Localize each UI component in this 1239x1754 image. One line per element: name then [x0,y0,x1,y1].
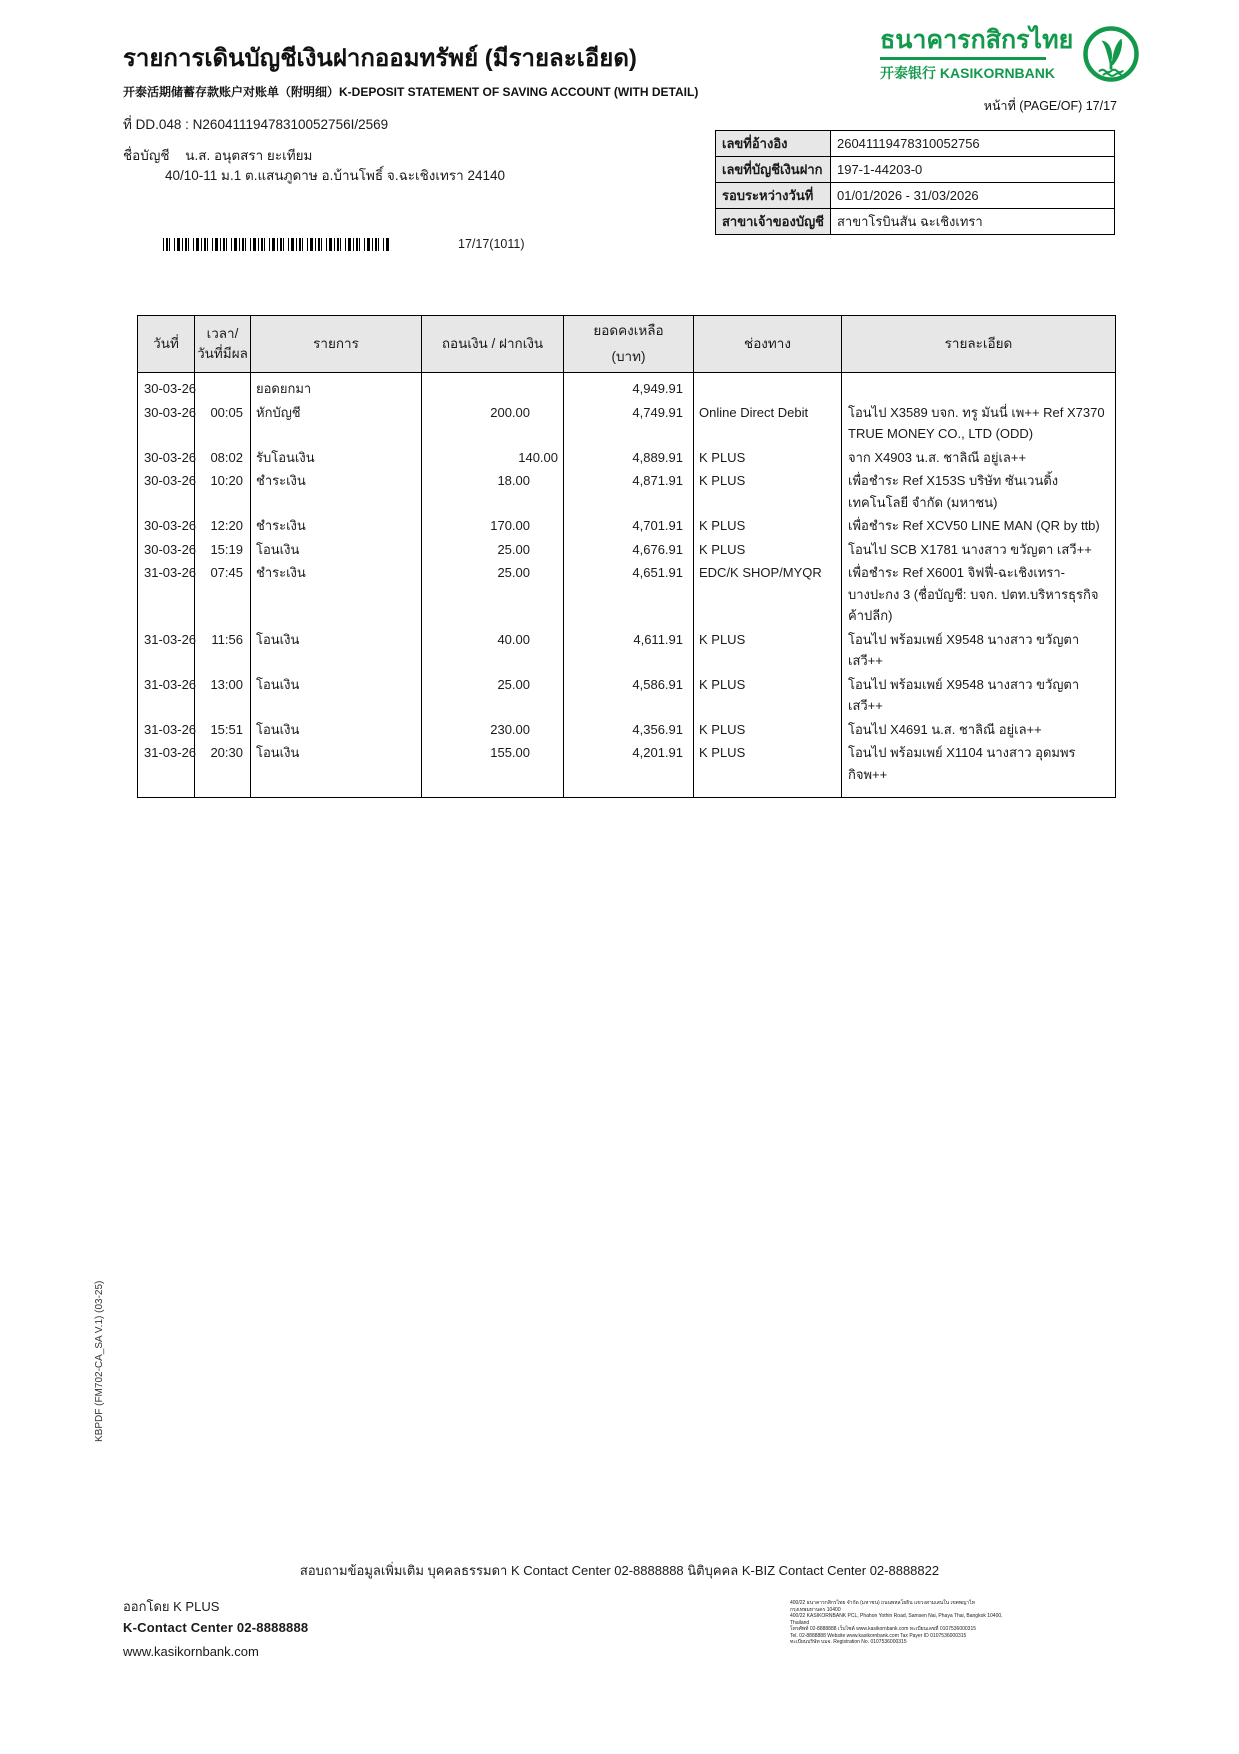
cell-channel: EDC/K SHOP/MYQR [694,561,842,628]
account-name: น.ส. อนุตสรา ยะเทียม [185,148,313,163]
cell-detail: โอนไป X4691 น.ส. ชาลิณี อยู่เล++ [842,718,1116,742]
account-address: 40/10-11 ม.1 ต.แสนภูดาษ อ.บ้านโพธิ์ จ.ฉะเชิงเทรา 24140 [165,168,506,183]
account-name-label: ชื่อบัญชี [123,148,170,163]
withdrawal-amount: 25.00 [497,541,530,557]
cell-time: 11:56 [195,628,251,673]
cell-balance: 4,701.91 [564,514,694,538]
transactions-body [138,373,1116,798]
cell-amount [422,538,564,562]
cell-time: 15:51 [195,718,251,742]
barcode [163,238,389,251]
withdrawal-amount: 25.00 [497,565,530,580]
bank-logo-rule [880,57,1046,60]
cell-date: 31-03-26 [138,628,195,673]
info-row [716,209,1115,235]
withdrawal-amount: 40.00 [497,631,530,647]
cell-detail: จาก X4903 น.ส. ชาลิณี อยู่เล++ [842,446,1116,470]
withdrawal-amount: 155.00 [490,745,530,760]
cell-time [195,373,251,401]
transaction-row [138,628,1116,673]
header-balance [564,316,694,373]
statement-subtitle: 开泰活期储蓄存款账户对账单（附明细）K-DEPOSIT STATEMENT OF SAVING ACCOUNT (WITH DETAIL) [123,85,699,99]
cell-channel: K PLUS [694,514,842,538]
cell-date: 30-03-26 [138,373,195,401]
fine-print-line: Tel. 02-8888888 Website www.kasikornbank.com Tax Payer ID 0107536000315 [790,1632,967,1639]
header-balance-line1: ยอดคงเหลือ [593,323,664,338]
cell-time: 10:20 [195,469,251,514]
info-value-branch: สาขาโรบินสัน ฉะเชิงเทรา [830,209,1114,235]
issued-by-block [123,1596,308,1662]
cell-amount [422,718,564,742]
cell-balance: 4,749.91 [564,401,694,446]
cell-description: โอนเงิน [251,673,422,718]
cell-amount [422,741,564,798]
cell-description: ชำระเงิน [251,561,422,628]
transaction-row [138,561,1116,628]
cell-balance: 4,356.91 [564,718,694,742]
cell-detail [842,373,1116,401]
cell-time: 20:30 [195,741,251,798]
account-info-table [715,130,1115,235]
bank-fine-print [790,1600,1010,1646]
transaction-row [138,718,1116,742]
withdrawal-amount: 170.00 [490,518,530,533]
cell-time: 00:05 [195,401,251,446]
cell-date: 31-03-26 [138,561,195,628]
bank-name-thai: ธนาคารกสิกรไทย [880,26,1074,54]
cell-detail: โอนไป พร้อมเพย์ X9548 นางสาว ขวัญตา เสวี++ [842,673,1116,718]
cell-balance: 4,201.91 [564,741,694,798]
cell-detail: โอนไป พร้อมเพย์ X1104 นางสาว อุดมพร กิจพ++ [842,741,1116,798]
cell-detail: เพื่อชำระ Ref X6001 จิฟฟี่-ฉะเชิงเทรา-บางปะกง 3 (ชื่อบัญชี: บจก. ปตท.บริหารธุรกิจค้าปลีก) [842,561,1116,628]
cell-detail: เพื่อชำระ Ref X153S บริษัท ซันเวนดิ้ง เทคโนโลยี จำกัด (มหาชน) [842,469,1116,514]
bank-logo-block [880,26,1116,83]
k-contact-center: K-Contact Center 02-8888888 [123,1620,309,1635]
info-value-reference: 26041119478310052756 [830,131,1114,157]
transactions-table [137,315,1116,798]
cell-time: 13:00 [195,673,251,718]
cell-channel: K PLUS [694,538,842,562]
info-label-reference: เลขที่อ้างอิง [716,131,831,157]
cell-channel: K PLUS [694,628,842,673]
cell-channel: K PLUS [694,673,842,718]
cell-amount [422,373,564,401]
statement-title: รายการเดินบัญชีเงินฝากออมทรัพย์ (มีรายละเอียด) [123,45,637,72]
cell-date: 30-03-26 [138,538,195,562]
barcode-caption: 17/17(1011) [458,237,525,251]
cell-description: โอนเงิน [251,718,422,742]
withdrawal-amount: 18.00 [497,473,530,488]
cell-channel: K PLUS [694,446,842,470]
cell-amount [422,469,564,514]
cell-amount [422,561,564,628]
cell-description: โอนเงิน [251,628,422,673]
withdrawal-amount: 200.00 [490,404,530,420]
kasikornbank-sprout-icon [1083,26,1139,82]
cell-description: ยอดยกมา [251,373,422,401]
issued-by: ออกโดย K PLUS [123,1599,220,1614]
account-info-body [716,131,1115,235]
document-number: ที่ DD.048 : N26041119478310052756I/2569 [123,117,389,132]
cell-balance: 4,586.91 [564,673,694,718]
info-label-account-number: เลขที่บัญชีเงินฝาก [716,157,831,183]
info-row [716,157,1115,183]
header-time-line1: เวลา/ [206,326,239,341]
cell-date: 31-03-26 [138,718,195,742]
transaction-row [138,401,1116,446]
transaction-row [138,446,1116,470]
cell-description: ชำระเงิน [251,469,422,514]
cell-description: ชำระเงิน [251,514,422,538]
cell-channel [694,373,842,401]
fine-print-line: 400/22 ธนาคารกสิกรไทย จำกัด (มหาชน) ถนนพหลโยธิน แขวงสามเสนใน เขตพญาไท กรุงเทพมหานคร 10400 [790,1600,976,1613]
bank-logo-text [880,26,1073,83]
deposit-amount: 140.00 [518,449,558,465]
cell-date: 31-03-26 [138,673,195,718]
transaction-row [138,741,1116,798]
transaction-row [138,469,1116,514]
cell-channel: K PLUS [694,741,842,798]
cell-time: 07:45 [195,561,251,628]
bank-name-sub: 开泰银行 KASIKORNBANK [880,65,1055,81]
statement-title-block [123,38,699,100]
cell-date: 30-03-26 [138,514,195,538]
info-label-period: รอบระหว่างวันที่ [716,183,831,209]
info-row [716,131,1115,157]
cell-balance: 4,676.91 [564,538,694,562]
transaction-row [138,538,1116,562]
header-channel: ช่องทาง [694,316,842,373]
transaction-row [138,373,1116,401]
cell-balance: 4,889.91 [564,446,694,470]
bank-website: www.kasikornbank.com [123,1644,259,1659]
fine-print-line: 400/22 KASIKORNBANK PCL, Phahon Yothin Road, Samsen Nai, Phaya Thai, Bangkok 10400, Thailand [790,1613,1003,1626]
header-detail: รายละเอียด [842,316,1116,373]
info-value-period: 01/01/2026 - 31/03/2026 [830,183,1114,209]
fine-print-line: โทรศัพท์ 02-8888888 เว็บไซต์ www.kasikornbank.com ทะเบียนเลขที่ 0107536000315 [790,1626,977,1632]
header-balance-line2: (บาท) [611,349,646,364]
cell-balance: 4,611.91 [564,628,694,673]
cell-description: หักบัญชี [251,401,422,446]
fine-print-line: ทะเบียนบริษัท บมจ. Registration No. 0107536000315 [790,1639,907,1645]
cell-amount [422,514,564,538]
page-of-label: หน้าที่ (PAGE/OF) 17/17 [983,99,1117,113]
cell-description: โอนเงิน [251,741,422,798]
account-block [123,146,505,186]
cell-channel: K PLUS [694,469,842,514]
cell-balance: 4,651.91 [564,561,694,628]
cell-amount [422,446,564,470]
cell-time: 15:19 [195,538,251,562]
cell-channel: K PLUS [694,718,842,742]
cell-channel: Online Direct Debit [694,401,842,446]
cell-description: โอนเงิน [251,538,422,562]
form-code-vertical: KBPDF (FM702-CA_SA V.1) (03-25) [94,1280,105,1442]
header-amount: ถอนเงิน / ฝากเงิน [422,316,564,373]
header-time-line2: วันที่มีผล [197,346,248,361]
withdrawal-amount: 25.00 [497,676,530,692]
contact-info-line: สอบถามข้อมูลเพิ่มเติม บุคคลธรรมดา K Contact Center 02-8888888 นิติบุคคล K-BIZ Contact Center 02-8888822 [299,1563,940,1578]
cell-time: 12:20 [195,514,251,538]
cell-date: 30-03-26 [138,446,195,470]
cell-amount [422,401,564,446]
transactions-header [138,316,1116,373]
cell-amount [422,628,564,673]
info-value-account-number: 197-1-44203-0 [830,157,1114,183]
cell-balance: 4,949.91 [564,373,694,401]
cell-date: 31-03-26 [138,741,195,798]
cell-balance: 4,871.91 [564,469,694,514]
transaction-row [138,514,1116,538]
info-row [716,183,1115,209]
cell-date: 30-03-26 [138,469,195,514]
header-date: วันที่ [138,316,195,373]
cell-description: รับโอนเงิน [251,446,422,470]
info-label-branch: สาขาเจ้าของบัญชี [716,209,831,235]
cell-detail: โอนไป SCB X1781 นางสาว ขวัญตา เสวี++ [842,538,1116,562]
cell-amount [422,673,564,718]
cell-time: 08:02 [195,446,251,470]
header-time [195,316,251,373]
withdrawal-amount: 230.00 [490,721,530,737]
cell-detail: โอนไป พร้อมเพย์ X9548 นางสาว ขวัญตา เสวี++ [842,628,1116,673]
cell-detail: เพื่อชำระ Ref XCV50 LINE MAN (QR by ttb) [842,514,1116,538]
cell-detail: โอนไป X3589 บจก. ทรู มันนี่ เพ++ Ref X7370 TRUE MONEY CO., LTD (ODD) [842,401,1116,446]
transaction-row [138,673,1116,718]
cell-date: 30-03-26 [138,401,195,446]
header-description: รายการ [251,316,422,373]
